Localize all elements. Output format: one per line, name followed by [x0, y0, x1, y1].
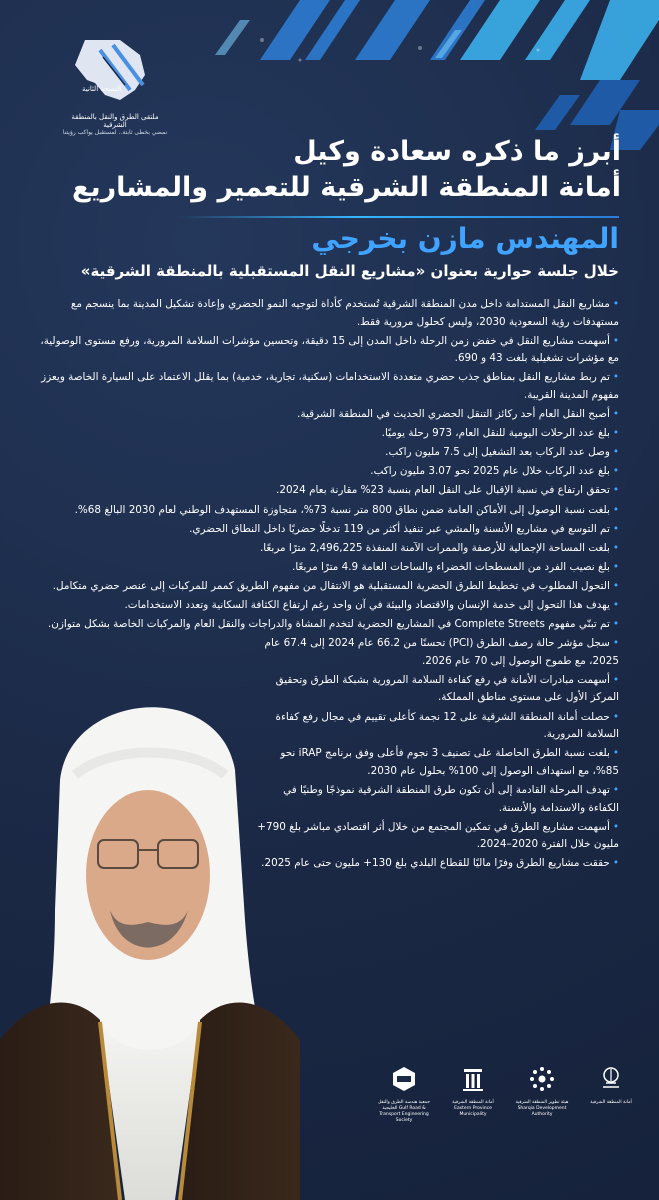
bullet-dot: • [612, 747, 619, 760]
list-item: •أسهمت مبادرات الأمانة في رفع كفاءة السلامة المرورية بشبكة الطرق وتحقيق المركز الأول على مستوى مناطق المملكة. [275, 673, 619, 704]
bullet-dot: • [612, 541, 619, 554]
list-item: •حققت مشاريع الطرق وفرًا ماليًا للقطاع البلدي بلغ 130+ مليون حتى عام 2025. [261, 857, 619, 870]
event-name: ملتقى الطرق والنقل بالمنطقة الشرقية [71, 113, 159, 129]
headline-line-2: أمانة المنطقة الشرقية للتعمير والمشاريع [72, 172, 621, 203]
event-edition: النسخة الثانية [82, 85, 122, 93]
list-item: •تحقق ارتفاع في نسبة الإقبال على النقل العام بنسبة 23% مقارنة بعام 2024. [276, 484, 619, 497]
headline [61, 134, 621, 206]
list-item: •يهدف هذا التحول إلى خدمة الإنسان والاقتصاد والبيئة في آن واحد رغم ارتفاع الكثافة السكانية وتعدد الاستخدامات. [124, 599, 619, 611]
session-subtitle: خلال جلسة حوارية بعنوان «مشاريع النقل المستقبلية بالمنطقة الشرقية» [80, 262, 619, 280]
list-item: •تهدف المرحلة القادمة إلى أن تكون طرق المنطقة الشرقية نموذجًا وطنيًا في الكفاءة والاستدامة والأنسنة. [283, 783, 619, 814]
list-item: •بلغ نصيب الفرد من المسطحات الخضراء والساحات العامة 4.9 مترًا مربعًا. [292, 560, 619, 573]
list-item: •حصلت أمانة المنطقة الشرقية على 12 نجمة كأعلى تقييم في مجال رفع كفاءة السلامة المرورية. [275, 710, 619, 741]
partner-logo: أمانة المنطقة الشرقية [582, 1065, 640, 1106]
list-item: •بلغ عدد الركاب خلال عام 2025 نحو 3.07 مليون راكب. [370, 465, 619, 478]
headline-divider [179, 216, 619, 218]
bullet-dot: • [612, 484, 619, 497]
list-item: •مشاريع النقل المستدامة داخل مدن المنطقة الشرقية تُستخدم كأداة لتوجيه النمو الحضري وإعادة تشكيل المدينة بما ينسجم مع مستهدفات رؤية السعودية 2030، وليس كحلول مرورية فقط. [70, 298, 619, 328]
event-logo [60, 35, 170, 136]
bullet-dot: • [612, 560, 619, 573]
partner-logos [375, 1065, 640, 1125]
bullet-dot: • [612, 820, 619, 833]
list-item: •أسهمت مشاريع الطرق في تمكين المجتمع من خلال أثر اقتصادي مباشر بلغ 790+ مليون خلال الفترة 2020–2024. [257, 820, 619, 851]
bullet-dot: • [612, 371, 619, 384]
list-item: •تم تبنّي مفهوم Complete Streets في المشاريع الحضرية لتخدم المشاة والدراجات والنقل العام والمركبات الخاصة بشكل متوازن. [47, 618, 619, 631]
partner-logo: أمانة المنطقة الشرقية Eastern Province Municipality [444, 1065, 502, 1118]
list-item: •بلغت المساحة الإجمالية للأرصفة والممرات الآمنة المنفذة 2,496,225 مترًا مربعًا. [259, 541, 619, 554]
municipality-emblem-icon [597, 1065, 625, 1093]
eastern-province-municipality-icon [459, 1065, 487, 1093]
bullet-dot: • [612, 857, 619, 870]
headline-line-1: أبرز ما ذكره سعادة وكيل [293, 136, 621, 167]
bullet-dot: • [612, 710, 619, 723]
list-item: •بلغت نسبة الطرق الحاصلة على تصنيف 3 نجوم فأعلى وفق برنامج iRAP نحو 85%، مع استهداف الوصول إلى 100% بحلول عام 2030. [280, 747, 619, 777]
bullet-dot: • [612, 427, 619, 440]
bullet-dot: • [612, 522, 619, 535]
partner-logo: جمعية هندسة الطرق والنقل الخليجية Gulf Road & Transport Engineering Society [375, 1065, 433, 1124]
event-logo-icon [65, 35, 165, 105]
partner-logo: هيئة تطوير المنطقة الشرقية Sharqia Development Authority [513, 1065, 571, 1118]
bullet-dot: • [612, 503, 619, 516]
list-item: •أصبح النقل العام أحد ركائز التنقل الحضري الحديث في المنطقة الشرقية. [297, 408, 619, 421]
list-item: •بلغت نسبة الوصول إلى الأماكن العامة ضمن نطاق 800 متر نسبة 73%، متجاوزة المستهدف الوطني لعام 2030 البالغ 68%. [74, 503, 619, 516]
bullet-dot: • [612, 408, 619, 421]
bullet-dot: • [612, 465, 619, 478]
bullet-dot: • [612, 446, 619, 459]
speaker-name: المهندس مازن بخرجي [311, 222, 619, 255]
bullet-dot: • [612, 599, 619, 611]
bullet-dot: • [612, 334, 619, 347]
list-item: •وصل عدد الركاب بعد التشغيل إلى 7.5 مليون راكب. [385, 446, 619, 459]
event-tagline: نمضي بخطى ثابتة.. لمستقبل يواكب رؤيتنا [62, 129, 168, 136]
list-item: •أسهمت مشاريع النقل في خفض زمن الرحلة داخل المدن إلى 15 دقيقة، وتحسين مؤشرات السلامة المرورية، ورفع مستوى الوصولية، مع مؤشرات تشغيلية بلغت 43 و 690. [40, 334, 619, 365]
bullet-dot: • [612, 579, 619, 592]
list-item: •سجل مؤشر حالة رصف الطرق (PCI) تحسنًا من 66.2 عام 2024 إلى 67.4 عام 2025، مع طموح الوصول إلى 70 عام 2026. [264, 637, 619, 667]
list-item: •تم التوسع في مشاريع الأنسنة والمشي عبر تنفيذ أكثر من 119 تدخلًا حضريًا داخل النطاق الحضري. [189, 522, 619, 535]
bullet-dot: • [612, 298, 619, 310]
highlights-list [29, 296, 619, 874]
list-item: •التحول المطلوب في تخطيط الطرق الحضرية المستقبلية هو الانتقال من مفهوم الطريق كممر للمركبات إلى عنصر حضري متكامل. [52, 579, 619, 592]
bullet-dot: • [612, 783, 619, 796]
list-item: •بلغ عدد الرحلات اليومية للنقل العام، 973 رحلة يوميًا. [381, 427, 619, 440]
list-item: •تم ربط مشاريع النقل بمناطق جذب حضري متعددة الاستخدامات (سكنية، تجارية، خدمية) بما يقلل الاعتماد على السيارة الخاصة ويعزز مفهوم المدينة القريبة. [41, 371, 619, 401]
bullet-dot: • [612, 673, 619, 686]
sharqia-development-icon [528, 1065, 556, 1093]
gcc-road-engineering-icon [390, 1065, 418, 1093]
bullet-dot: • [612, 637, 619, 650]
bullet-dot: • [612, 618, 619, 631]
